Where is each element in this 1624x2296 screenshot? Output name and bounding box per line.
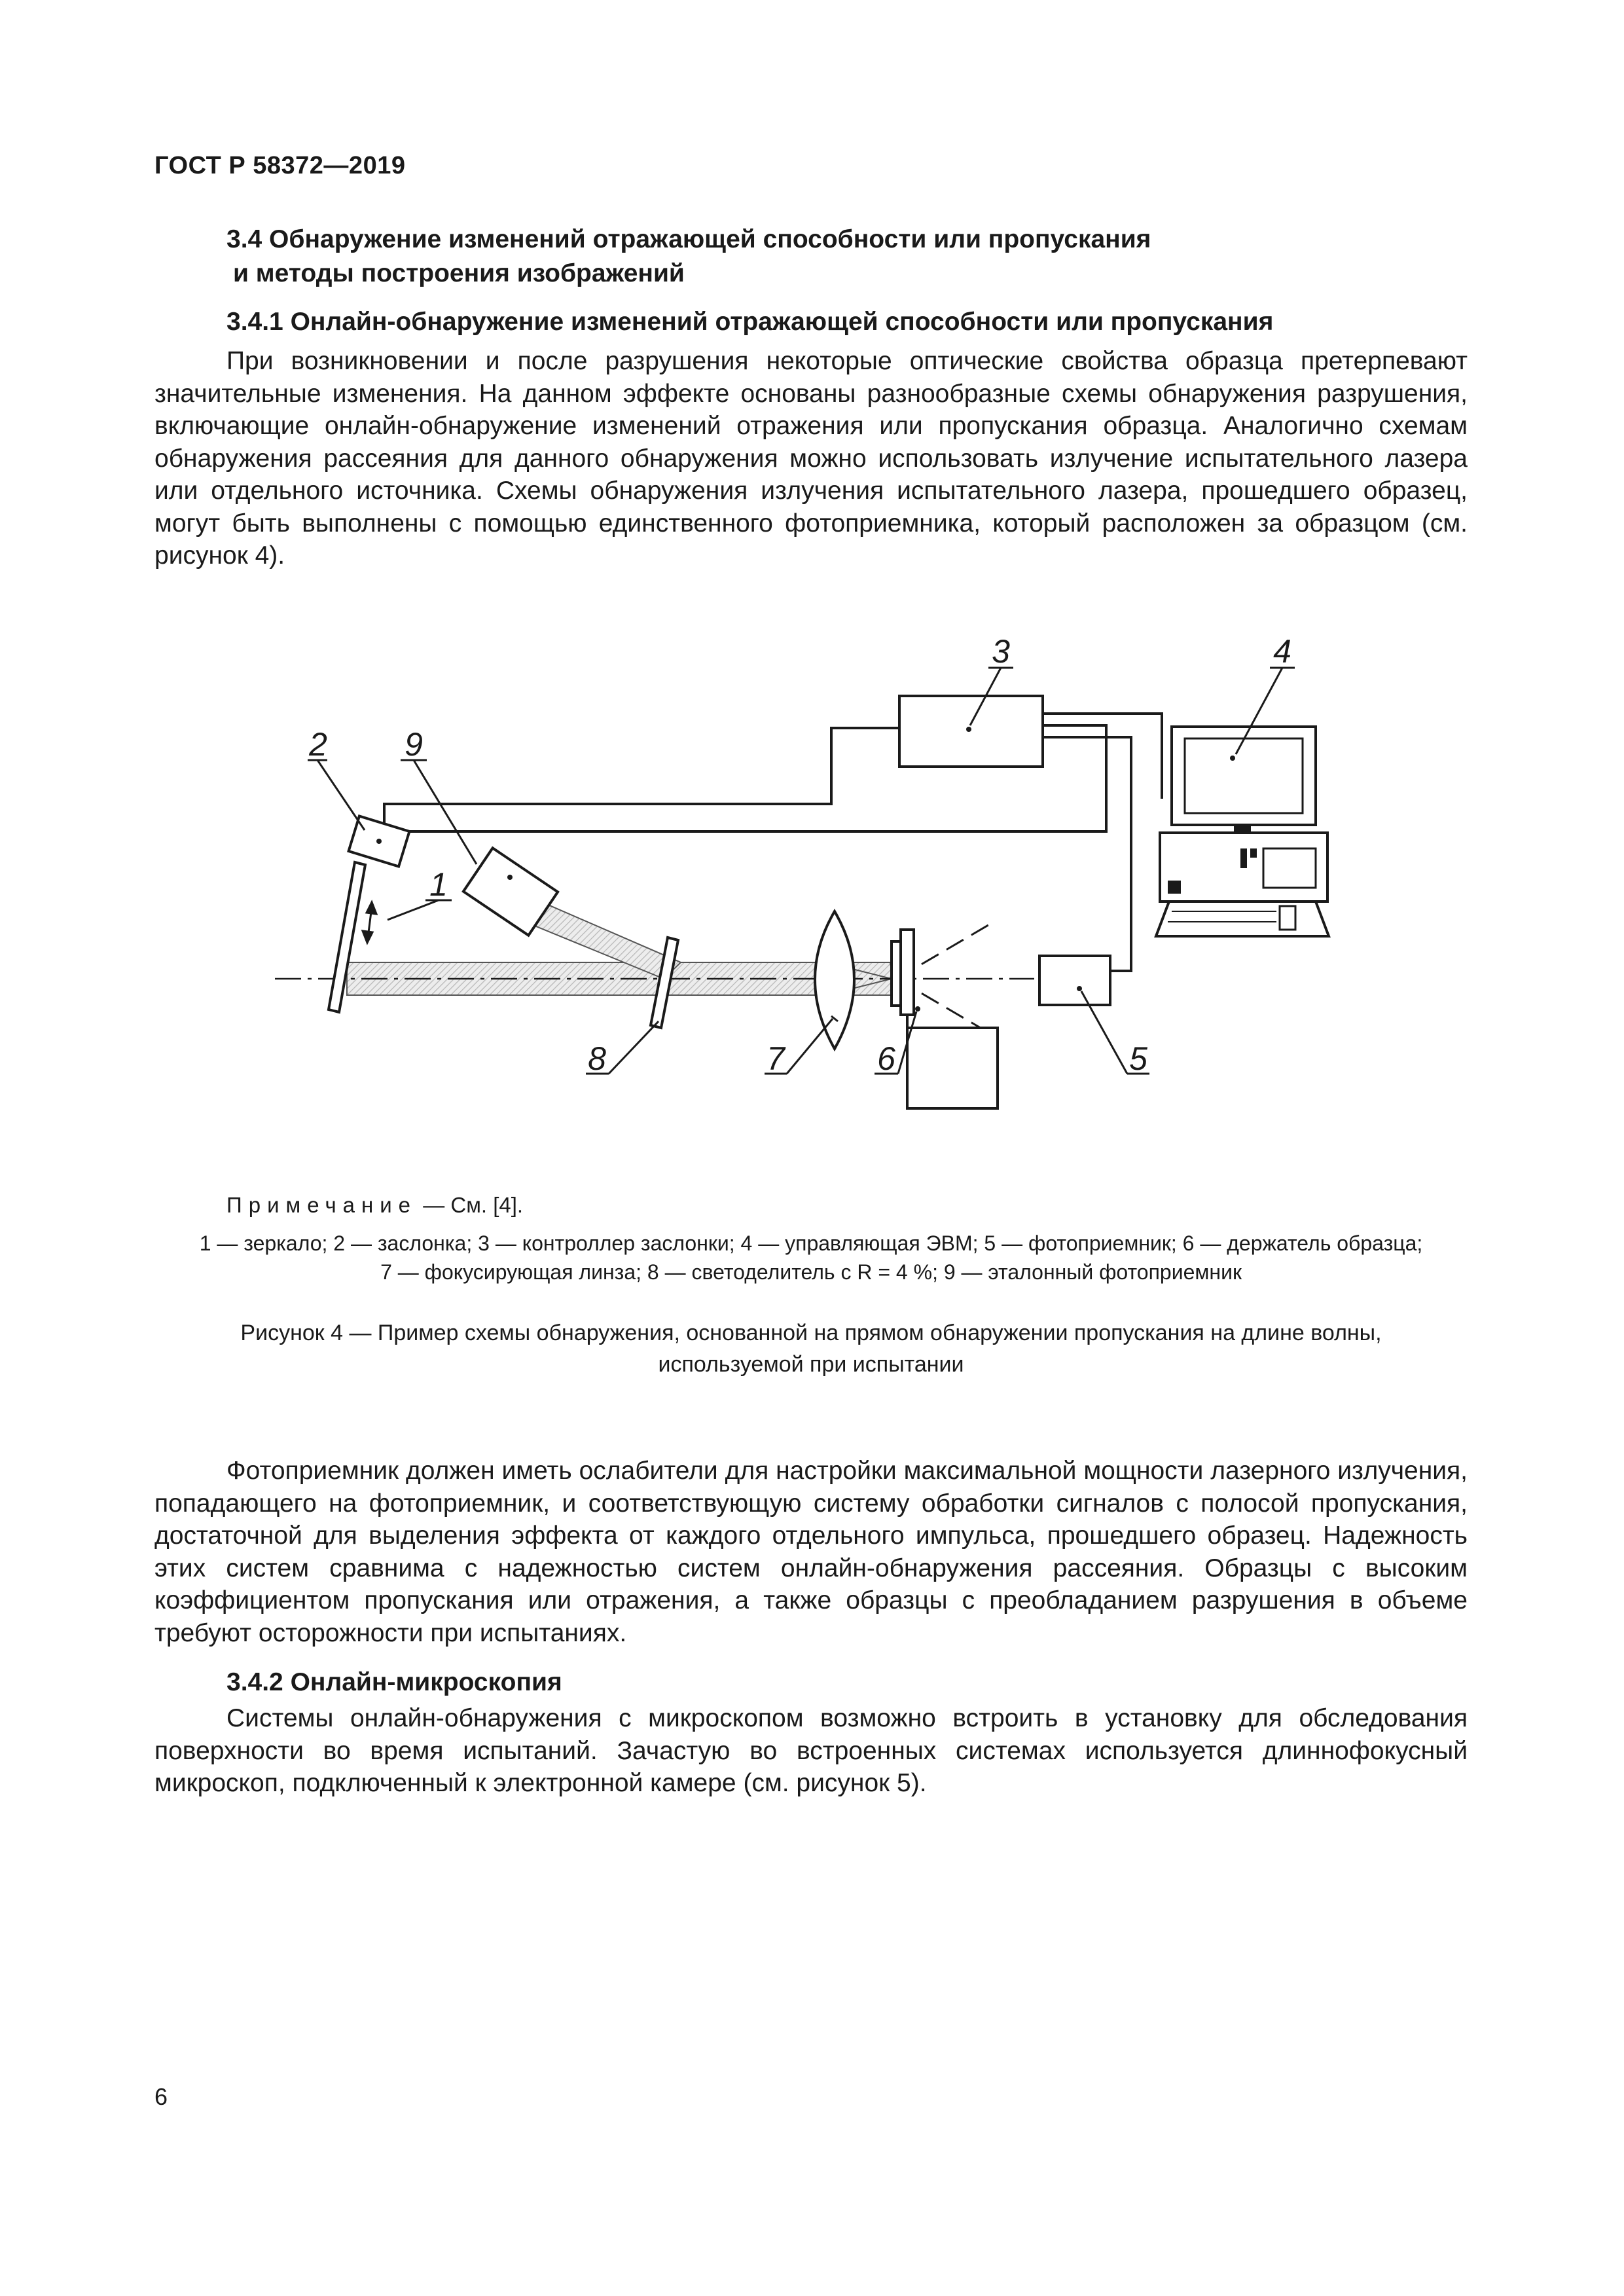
note-text: — См. [4]. <box>423 1193 524 1217</box>
paragraph-after-figure: Фотоприемник должен иметь ослабители для настройки максимальной мощности лазерного излучения, попадающего на фотоприемник, и соответствующую систему обработки сигналов с полосой пропускания, достаточной для выделения эффекта от каждого отдельного импульса, прошедшего образец. Надежность этих систем сравнима с надежностью систем онлайн-обнаружения рассеяния. Образцы с высоким коэффициентом пропускания или отражения, а также образцы с преобладанием разрушения в объеме требуют осторожности при испытаниях. <box>154 1457 1468 1647</box>
label-6: 6 <box>877 1040 895 1077</box>
section-3-4-2-paragraph: Системы онлайн-обнаружения с микроскопом возможно встроить в установку для обследования поверхности во время испытаний. Зачастую во встроенных системах используется длиннофокусный микроскоп, подключенный к электронной камере (см. рисунок 5). <box>154 1704 1468 1797</box>
label-9: 9 <box>405 726 423 763</box>
photodetector <box>1039 956 1110 1005</box>
section-3-4-title-line1: 3.4 Обнаружение изменений отражающей способности или пропускания <box>226 225 1151 253</box>
figure-4-caption-line1: Рисунок 4 — Пример схемы обнаружения, основанной на прямом обнаружении пропускания на длине волны, <box>240 1321 1382 1345</box>
section-3-4-title-line2: и методы построения изображений <box>233 259 685 287</box>
figure-4-legend-line1: 1 — зеркало; 2 — заслонка; 3 — контроллер заслонки; 4 — управляющая ЭВМ; 5 — фотоприемник; 6 — держатель образца; <box>199 1231 1423 1255</box>
label-7: 7 <box>767 1040 785 1077</box>
sample-holder <box>901 930 914 1015</box>
label-4: 4 <box>1273 633 1291 670</box>
document-header: ГОСТ Р 58372—2019 <box>154 152 406 179</box>
wiring-lines <box>384 714 1162 971</box>
figure-4-legend-line2: 7 — фокусирующая линза; 8 — светоделитель с R = 4 %; 9 — эталонный фотоприемник <box>380 1260 1242 1284</box>
sample <box>892 941 901 1006</box>
label-3: 3 <box>992 633 1010 670</box>
section-3-4-2-title: 3.4.2 Онлайн-микроскопия <box>226 1668 562 1696</box>
note-word: Примечание <box>226 1193 418 1217</box>
focusing-lens <box>815 911 854 1049</box>
page-number: 6 <box>154 2083 168 2110</box>
shutter-controller <box>899 696 1043 767</box>
label-8: 8 <box>588 1040 606 1077</box>
label-2: 2 <box>309 726 327 763</box>
mirror-motion-arrows <box>363 902 376 943</box>
reference-photodetector-dot <box>507 875 513 880</box>
section-3-4-1-paragraph: При возникновении и после разрушения некоторые оптические свойства образца претерпевают значительные изменения. На данном эффекте основаны разнообразные схемы обнаружения разрушения, включающие онлайн-обнаружение изменений отражения или пропускания образца. Аналогично схемам обнаружения рассеяния для данного обнаружения можно использовать излучение испытательного лазера или отдельного источника. Схемы обнаружения излучения испытательного лазера, прошедшего образец, могут быть выполнены с помощью единственного фотоприемника, который расположен за образцом (см. рисунок 4). <box>154 347 1468 570</box>
leader-lines <box>308 668 1295 1074</box>
label-1: 1 <box>429 866 448 903</box>
control-computer <box>1156 727 1329 936</box>
section-3-4-1-title: 3.4.1 Онлайн-обнаружение изменений отражающей способности или пропускания <box>226 308 1274 336</box>
figure-4-caption-line2: используемой при испытании <box>658 1352 964 1377</box>
label-5: 5 <box>1129 1040 1147 1077</box>
figure-4-note <box>226 1193 523 1218</box>
shutter-dot <box>376 839 382 844</box>
sample-stage <box>907 1028 998 1108</box>
